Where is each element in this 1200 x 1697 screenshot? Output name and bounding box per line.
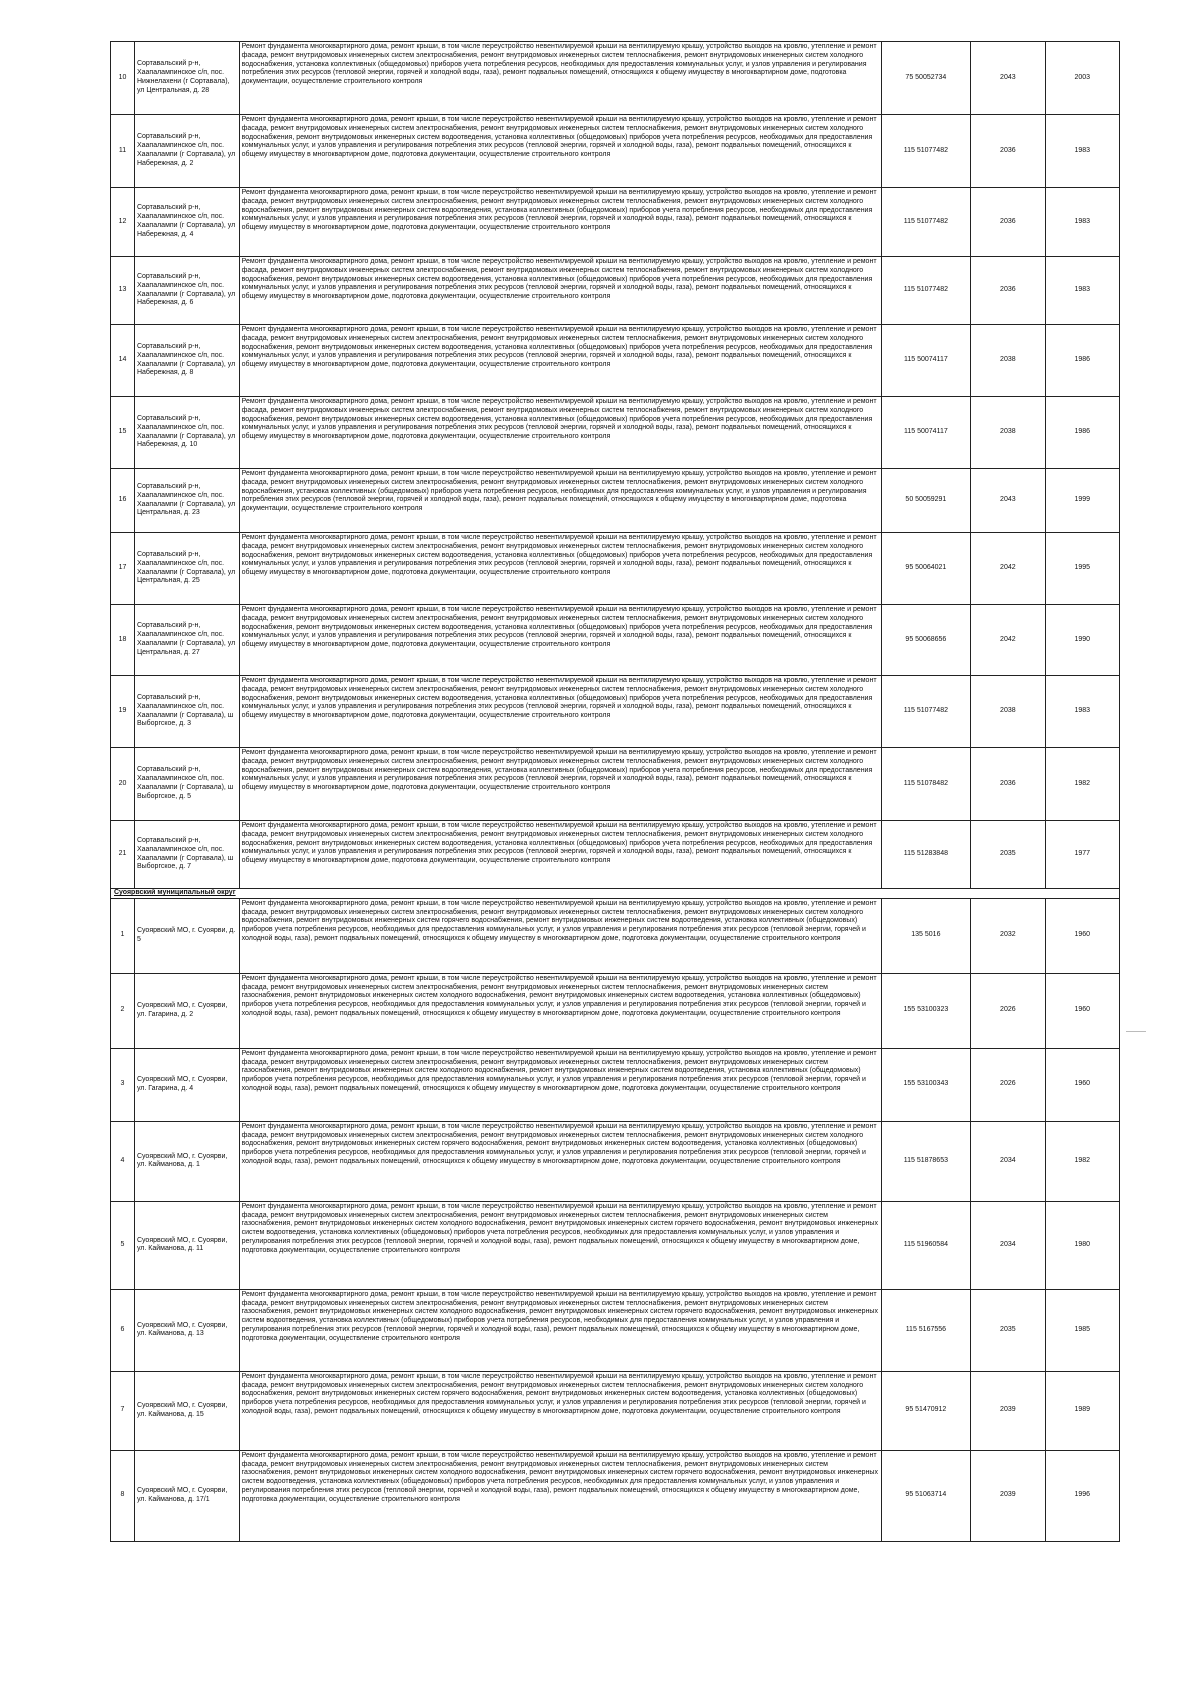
table-row — [111, 188, 1120, 257]
row-built-year: 1999 — [1045, 469, 1119, 533]
row-works: Ремонт фундамента многоквартирного дома, ремонт крыши, в том числе переустройство невентилируемой крыши на вентилируемую крышу, устройство выходов на кровлю, утепление и ремонт фасада, ремонт внутридомовых инженерных систем электроснабжения, ремонт внутридомовых инженерных систем теплоснабжения, ремонт внутридомовых инженерных систем холодного водоснабжения, ремонт внутридомовых инженерных систем водоотведения, установка коллективных (общедомовых) приборов учета потребления ресурсов, необходимых для предоставления коммунальных услуг, и узлов управления и регулирования потребления этих ресурсов (тепловой энергии, горячей и холодной воды, газа), ремонт подвальных помещений, относящихся к общему имуществу в многоквартирном доме, подготовка документации, осуществление строительного контроля — [239, 397, 881, 469]
table-row — [111, 469, 1120, 533]
row-number: 4 — [111, 1121, 135, 1201]
row-number: 13 — [111, 257, 135, 325]
row-number: 20 — [111, 748, 135, 821]
row-number: 19 — [111, 676, 135, 748]
row-number: 15 — [111, 397, 135, 469]
row-number: 1 — [111, 898, 135, 973]
row-works: Ремонт фундамента многоквартирного дома, ремонт крыши, в том числе переустройство невентилируемой крыши на вентилируемую крышу, устройство выходов на кровлю, утепление и ремонт фасада, ремонт внутридомовых инженерных систем электроснабжения, ремонт внутридомовых инженерных систем теплоснабжения, ремонт внутридомовых инженерных систем холодного водоснабжения, ремонт внутридомовых инженерных систем водоотведения, установка коллективных (общедомовых) приборов учета потребления ресурсов, необходимых для предоставления коммунальных услуг, и узлов управления и регулирования потребления этих ресурсов (тепловой энергии, горячей и холодной воды, газа), ремонт подвальных помещений, относящихся к общему имуществу в многоквартирном доме, подготовка документации, осуществление строительного контроля — [239, 821, 881, 889]
row-address: Суоярвский МО, г. Суоярви, ул. Кайманова, д. 15 — [134, 1371, 239, 1450]
row-works: Ремонт фундамента многоквартирного дома, ремонт крыши, в том числе переустройство невентилируемой крыши на вентилируемую крышу, устройство выходов на кровлю, утепление и ремонт фасада, ремонт внутридомовых инженерных систем электроснабжения, ремонт внутридомовых инженерных систем теплоснабжения, ремонт внутридомовых инженерных систем газоснабжения, ремонт внутридомовых инженерных систем холодного водоснабжения, ремонт внутридомовых инженерных систем водоотведения, установка коллективных (общедомовых) приборов учета потребления ресурсов, необходимых для предоставления коммунальных услуг, и узлов управления и регулирования потребления этих ресурсов (тепловой энергии, горячей и холодной воды, газа), ремонт подвальных помещений, относящихся к общему имуществу в многоквартирном доме, подготовка документации, осуществление строительного контроля — [239, 1048, 881, 1121]
row-area: 115 51077482 — [881, 188, 971, 257]
row-area: 115 50074117 — [881, 397, 971, 469]
row-works: Ремонт фундамента многоквартирного дома, ремонт крыши, в том числе переустройство невентилируемой крыши на вентилируемую крышу, устройство выходов на кровлю, утепление и ремонт фасада, ремонт внутридомовых инженерных систем электроснабжения, ремонт внутридомовых инженерных систем теплоснабжения, ремонт внутридомовых инженерных систем холодного водоснабжения, ремонт внутридомовых инженерных систем водоотведения, установка коллективных (общедомовых) приборов учета потребления ресурсов, необходимых для предоставления коммунальных услуг, и узлов управления и регулирования потребления этих ресурсов (тепловой энергии, горячей и холодной воды, газа), ремонт подвальных помещений, относящихся к общему имуществу в многоквартирном доме, подготовка документации, осуществление строительного контроля — [239, 325, 881, 397]
table-row — [111, 325, 1120, 397]
row-area: 155 53100343 — [881, 1048, 971, 1121]
row-address: Суоярвский МО, г. Суоярви, ул. Гагарина, д. 4 — [134, 1048, 239, 1121]
row-area: 95 50064021 — [881, 533, 971, 605]
row-works: Ремонт фундамента многоквартирного дома, ремонт крыши, в том числе переустройство невентилируемой крыши на вентилируемую крышу, устройство выходов на кровлю, утепление и ремонт фасада, ремонт внутридомовых инженерных систем электроснабжения, ремонт внутридомовых инженерных систем теплоснабжения, ремонт внутридомовых инженерных систем холодного водоснабжения, установка коллективных (общедомовых) приборов учета потребления ресурсов, необходимых для предоставления коммунальных услуг, и узлов управления и регулирования потребления этих ресурсов (тепловой энергии, горячей и холодной воды, газа), ремонт подвальных помещений, относящихся к общему имуществу в многоквартирном доме, подготовка документации, осуществление строительного контроля — [239, 469, 881, 533]
row-built-year: 1983 — [1045, 676, 1119, 748]
row-built-year: 1995 — [1045, 533, 1119, 605]
row-repair-year: 2035 — [971, 1289, 1045, 1371]
row-number: 5 — [111, 1201, 135, 1289]
table-row — [111, 1371, 1120, 1450]
row-address: Сортавальский р-н, Хаапалампинское с/п, пос. Хаапалампи (г Сортавала), ул Центральная, д. 23 — [134, 469, 239, 533]
row-built-year: 1980 — [1045, 1201, 1119, 1289]
row-number: 10 — [111, 42, 135, 115]
row-address: Суоярвский МО, г. Суоярви, д. 5 — [134, 898, 239, 973]
row-works: Ремонт фундамента многоквартирного дома, ремонт крыши, в том числе переустройство невентилируемой крыши на вентилируемую крышу, устройство выходов на кровлю, утепление и ремонт фасада, ремонт внутридомовых инженерных систем электроснабжения, ремонт внутридомовых инженерных систем теплоснабжения, ремонт внутридомовых инженерных систем холодного водоснабжения, ремонт внутридомовых инженерных систем горячего водоснабжения, ремонт внутридомовых инженерных систем водоотведения, установка коллективных (общедомовых) приборов учета потребления ресурсов, необходимых для предоставления коммунальных услуг, и узлов управления и регулирования потребления этих ресурсов (тепловой энергии, горячей и холодной воды, газа), ремонт подвальных помещений, относящихся к общему имуществу в многоквартирном доме, подготовка документации, осуществление строительного контроля — [239, 898, 881, 973]
row-address: Сортавальский р-н, Хаапалампинское с/п, пос. Хаапалампи (г Сортавала), ул Центральная, д. 27 — [134, 605, 239, 676]
row-address: Сортавальский р-н, Хаапалампинское с/п, пос. Хаапалампи (г Сортавала), ул Набережная, д. 2 — [134, 115, 239, 188]
row-repair-year: 2036 — [971, 748, 1045, 821]
row-address: Сортавальский р-н, Хаапалампинское с/п, пос. Хаапалампи (г Сортавала), ул Набережная, д. 6 — [134, 257, 239, 325]
table-row — [111, 821, 1120, 889]
row-area: 135 5016 — [881, 898, 971, 973]
row-repair-year: 2026 — [971, 973, 1045, 1048]
row-works: Ремонт фундамента многоквартирного дома, ремонт крыши, в том числе переустройство невентилируемой крыши на вентилируемую крышу, устройство выходов на кровлю, утепление и ремонт фасада, ремонт внутридомовых инженерных систем электроснабжения, ремонт внутридомовых инженерных систем теплоснабжения, ремонт внутридомовых инженерных систем холодного водоснабжения, ремонт внутридомовых инженерных систем горячего водоснабжения, ремонт внутридомовых инженерных систем водоотведения, установка коллективных (общедомовых) приборов учета потребления ресурсов, необходимых для предоставления коммунальных услуг, и узлов управления и регулирования потребления этих ресурсов (тепловой энергии, горячей и холодной воды, газа), ремонт подвальных помещений, относящихся к общему имуществу в многоквартирном доме, подготовка документации, осуществление строительного контроля — [239, 1371, 881, 1450]
row-built-year: 1986 — [1045, 325, 1119, 397]
row-works: Ремонт фундамента многоквартирного дома, ремонт крыши, в том числе переустройство невентилируемой крыши на вентилируемую крышу, устройство выходов на кровлю, утепление и ремонт фасада, ремонт внутридомовых инженерных систем электроснабжения, ремонт внутридомовых инженерных систем теплоснабжения, ремонт внутридомовых инженерных систем холодного водоснабжения, ремонт внутридомовых инженерных систем горячего водоснабжения, ремонт внутридомовых инженерных систем водоотведения, установка коллективных (общедомовых) приборов учета потребления ресурсов, необходимых для предоставления коммунальных услуг, и узлов управления и регулирования потребления этих ресурсов (тепловой энергии, горячей и холодной воды, газа), ремонт подвальных помещений, относящихся к общему имуществу в многоквартирном доме, подготовка документации, осуществление строительного контроля — [239, 1121, 881, 1201]
row-works: Ремонт фундамента многоквартирного дома, ремонт крыши, в том числе переустройство невентилируемой крыши на вентилируемую крышу, устройство выходов на кровлю, утепление и ремонт фасада, ремонт внутридомовых инженерных систем электроснабжения, ремонт внутридомовых инженерных систем теплоснабжения, ремонт внутридомовых инженерных систем газоснабжения, ремонт внутридомовых инженерных систем холодного водоснабжения, ремонт внутридомовых инженерных систем водоотведения, установка коллективных (общедомовых) приборов учета потребления ресурсов, необходимых для предоставления коммунальных услуг, и узлов управления и регулирования потребления этих ресурсов (тепловой энергии, горячей и холодной воды, газа), ремонт подвальных помещений, относящихся к общему имуществу в многоквартирном доме, подготовка документации, осуществление строительного контроля — [239, 973, 881, 1048]
row-repair-year: 2032 — [971, 898, 1045, 973]
row-repair-year: 2036 — [971, 115, 1045, 188]
row-address: Сортавальский р-н, Хаапалампинское с/п, пос. Хаапалампи (г Сортавала), ул Набережная, д. 4 — [134, 188, 239, 257]
suoyarvi-rows — [111, 898, 1120, 1541]
scan-mark — [1126, 1031, 1146, 1032]
row-works: Ремонт фундамента многоквартирного дома, ремонт крыши, в том числе переустройство невентилируемой крыши на вентилируемую крышу, устройство выходов на кровлю, утепление и ремонт фасада, ремонт внутридомовых инженерных систем электроснабжения, ремонт внутридомовых инженерных систем теплоснабжения, ремонт внутридомовых инженерных систем холодного водоснабжения, ремонт внутридомовых инженерных систем водоотведения, установка коллективных (общедомовых) приборов учета потребления ресурсов, необходимых для предоставления коммунальных услуг, и узлов управления и регулирования потребления этих ресурсов (тепловой энергии, горячей и холодной воды, газа), ремонт подвальных помещений, относящихся к общему имуществу в многоквартирном доме, подготовка документации, осуществление строительного контроля — [239, 257, 881, 325]
sortavala-rows — [111, 42, 1120, 889]
row-number: 18 — [111, 605, 135, 676]
row-area: 115 51077482 — [881, 676, 971, 748]
section-row — [111, 889, 1120, 899]
table-row — [111, 973, 1120, 1048]
table-row — [111, 1289, 1120, 1371]
row-built-year: 1983 — [1045, 188, 1119, 257]
table-row — [111, 257, 1120, 325]
section-title: Суоярвский муниципальный округ — [111, 889, 1120, 899]
table-row — [111, 748, 1120, 821]
table-row — [111, 1121, 1120, 1201]
row-works: Ремонт фундамента многоквартирного дома, ремонт крыши, в том числе переустройство невентилируемой крыши на вентилируемую крышу, устройство выходов на кровлю, утепление и ремонт фасада, ремонт внутридомовых инженерных систем электроснабжения, ремонт внутридомовых инженерных систем теплоснабжения, ремонт внутридомовых инженерных систем холодного водоснабжения, ремонт внутридомовых инженерных систем водоотведения, установка коллективных (общедомовых) приборов учета потребления ресурсов, необходимых для предоставления коммунальных услуг, и узлов управления и регулирования потребления этих ресурсов (тепловой энергии, горячей и холодной воды, газа), ремонт подвальных помещений, относящихся к общему имуществу в многоквартирном доме, подготовка документации, осуществление строительного контроля — [239, 605, 881, 676]
row-number: 14 — [111, 325, 135, 397]
table-row — [111, 397, 1120, 469]
row-built-year: 1983 — [1045, 257, 1119, 325]
section-header — [111, 889, 1120, 899]
row-number: 3 — [111, 1048, 135, 1121]
row-address: Суоярвский МО, г. Суоярви, ул. Кайманова, д. 17/1 — [134, 1450, 239, 1541]
row-number: 6 — [111, 1289, 135, 1371]
row-built-year: 1996 — [1045, 1450, 1119, 1541]
row-works: Ремонт фундамента многоквартирного дома, ремонт крыши, в том числе переустройство невентилируемой крыши на вентилируемую крышу, устройство выходов на кровлю, утепление и ремонт фасада, ремонт внутридомовых инженерных систем электроснабжения, ремонт внутридомовых инженерных систем теплоснабжения, ремонт внутридомовых инженерных систем холодного водоснабжения, ремонт внутридомовых инженерных систем водоотведения, установка коллективных (общедомовых) приборов учета потребления ресурсов, необходимых для предоставления коммунальных услуг, и узлов управления и регулирования потребления этих ресурсов (тепловой энергии, горячей и холодной воды, газа), ремонт подвальных помещений, относящихся к общему имуществу в многоквартирном доме, подготовка документации, осуществление строительного контроля — [239, 115, 881, 188]
row-built-year: 1982 — [1045, 1121, 1119, 1201]
row-area: 115 51878653 — [881, 1121, 971, 1201]
row-built-year: 1986 — [1045, 397, 1119, 469]
row-works: Ремонт фундамента многоквартирного дома, ремонт крыши, в том числе переустройство невентилируемой крыши на вентилируемую крышу, устройство выходов на кровлю, утепление и ремонт фасада, ремонт внутридомовых инженерных систем электроснабжения, ремонт внутридомовых инженерных систем теплоснабжения, ремонт внутридомовых инженерных систем газоснабжения, ремонт внутридомовых инженерных систем холодного водоснабжения, ремонт внутридомовых инженерных систем горячего водоснабжения, ремонт внутридомовых инженерных систем водоотведения, установка коллективных (общедомовых) приборов учета потребления ресурсов, необходимых для предоставления коммунальных услуг, и узлов управления и регулирования потребления этих ресурсов (тепловой энергии, горячей и холодной воды, газа), ремонт подвальных помещений, относящихся к общему имуществу в многоквартирном доме, подготовка документации, осуществление строительного контроля — [239, 1201, 881, 1289]
row-address: Сортавальский р-н, Хаапалампинское с/п, пос. Хаапалампи (г Сортавала), ул Набережная, д. 10 — [134, 397, 239, 469]
row-address: Суоярвский МО, г. Суоярви, ул. Гагарина, д. 2 — [134, 973, 239, 1048]
row-area: 115 50074117 — [881, 325, 971, 397]
row-repair-year: 2038 — [971, 325, 1045, 397]
table-row — [111, 533, 1120, 605]
row-address: Суоярвский МО, г. Суоярви, ул. Кайманова, д. 11 — [134, 1201, 239, 1289]
row-repair-year: 2042 — [971, 533, 1045, 605]
table-row — [111, 1201, 1120, 1289]
row-built-year: 1960 — [1045, 898, 1119, 973]
row-repair-year: 2026 — [971, 1048, 1045, 1121]
row-number: 12 — [111, 188, 135, 257]
row-works: Ремонт фундамента многоквартирного дома, ремонт крыши, в том числе переустройство невентилируемой крыши на вентилируемую крышу, устройство выходов на кровлю, утепление и ремонт фасада, ремонт внутридомовых инженерных систем электроснабжения, ремонт внутридомовых инженерных систем теплоснабжения, ремонт внутридомовых инженерных систем холодного водоснабжения, установка коллективных (общедомовых) приборов учета потребления ресурсов, необходимых для предоставления коммунальных услуг, и узлов управления и регулирования потребления этих ресурсов (тепловой энергии, горячей и холодной воды, газа), ремонт подвальных помещений, относящихся к общему имуществу в многоквартирном доме, подготовка документации, осуществление строительного контроля — [239, 42, 881, 115]
row-address: Сортавальский р-н, Хаапалампинское с/п, пос. Хаапалампи (г Сортавала), ш Выборгское, д. 3 — [134, 676, 239, 748]
row-repair-year: 2042 — [971, 605, 1045, 676]
row-repair-year: 2035 — [971, 821, 1045, 889]
row-repair-year: 2036 — [971, 188, 1045, 257]
row-area: 95 51470912 — [881, 1371, 971, 1450]
row-area: 95 51063714 — [881, 1450, 971, 1541]
table-row — [111, 676, 1120, 748]
row-repair-year: 2034 — [971, 1121, 1045, 1201]
row-built-year: 1989 — [1045, 1371, 1119, 1450]
row-address: Суоярвский МО, г. Суоярви, ул. Кайманова, д. 1 — [134, 1121, 239, 1201]
row-area: 95 50068656 — [881, 605, 971, 676]
row-works: Ремонт фундамента многоквартирного дома, ремонт крыши, в том числе переустройство невентилируемой крыши на вентилируемую крышу, устройство выходов на кровлю, утепление и ремонт фасада, ремонт внутридомовых инженерных систем электроснабжения, ремонт внутридомовых инженерных систем теплоснабжения, ремонт внутридомовых инженерных систем газоснабжения, ремонт внутридомовых инженерных систем холодного водоснабжения, ремонт внутридомовых инженерных систем горячего водоснабжения, ремонт внутридомовых инженерных систем водоотведения, установка коллективных (общедомовых) приборов учета потребления ресурсов, необходимых для предоставления коммунальных услуг, и узлов управления и регулирования потребления этих ресурсов (тепловой энергии, горячей и холодной воды, газа), ремонт подвальных помещений, относящихся к общему имуществу в многоквартирном доме, подготовка документации, осуществление строительного контроля — [239, 1450, 881, 1541]
row-built-year: 1977 — [1045, 821, 1119, 889]
row-area: 115 51078482 — [881, 748, 971, 821]
row-built-year: 1960 — [1045, 973, 1119, 1048]
row-area: 115 51283848 — [881, 821, 971, 889]
table-row — [111, 115, 1120, 188]
row-built-year: 1982 — [1045, 748, 1119, 821]
row-built-year: 1960 — [1045, 1048, 1119, 1121]
row-works: Ремонт фундамента многоквартирного дома, ремонт крыши, в том числе переустройство невентилируемой крыши на вентилируемую крышу, устройство выходов на кровлю, утепление и ремонт фасада, ремонт внутридомовых инженерных систем электроснабжения, ремонт внутридомовых инженерных систем теплоснабжения, ремонт внутридомовых инженерных систем холодного водоснабжения, ремонт внутридомовых инженерных систем водоотведения, установка коллективных (общедомовых) приборов учета потребления ресурсов, необходимых для предоставления коммунальных услуг, и узлов управления и регулирования потребления этих ресурсов (тепловой энергии, горячей и холодной воды, газа), ремонт подвальных помещений, относящихся к общему имуществу в многоквартирном доме, подготовка документации, осуществление строительного контроля — [239, 188, 881, 257]
row-works: Ремонт фундамента многоквартирного дома, ремонт крыши, в том числе переустройство невентилируемой крыши на вентилируемую крышу, устройство выходов на кровлю, утепление и ремонт фасада, ремонт внутридомовых инженерных систем электроснабжения, ремонт внутридомовых инженерных систем теплоснабжения, ремонт внутридомовых инженерных систем холодного водоснабжения, ремонт внутридомовых инженерных систем водоотведения, установка коллективных (общедомовых) приборов учета потребления ресурсов, необходимых для предоставления коммунальных услуг, и узлов управления и регулирования потребления этих ресурсов (тепловой энергии, горячей и холодной воды, газа), ремонт подвальных помещений, относящихся к общему имуществу в многоквартирном доме, подготовка документации, осуществление строительного контроля — [239, 533, 881, 605]
row-address: Сортавальский р-н, Хаапалампинское с/п, пос. Хаапалампи (г Сортавала), ул Центральная, д. 25 — [134, 533, 239, 605]
row-repair-year: 2038 — [971, 397, 1045, 469]
row-area: 75 50052734 — [881, 42, 971, 115]
row-address: Сортавальский р-н, Хаапалампинское с/п, пос. Хаапалампи (г Сортавала), ш Выборгское, д. 7 — [134, 821, 239, 889]
row-number: 16 — [111, 469, 135, 533]
repair-schedule-table — [110, 41, 1120, 1542]
row-works: Ремонт фундамента многоквартирного дома, ремонт крыши, в том числе переустройство невентилируемой крыши на вентилируемую крышу, устройство выходов на кровлю, утепление и ремонт фасада, ремонт внутридомовых инженерных систем электроснабжения, ремонт внутридомовых инженерных систем теплоснабжения, ремонт внутридомовых инженерных систем газоснабжения, ремонт внутридомовых инженерных систем холодного водоснабжения, ремонт внутридомовых инженерных систем горячего водоснабжения, ремонт внутридомовых инженерных систем водоотведения, установка коллективных (общедомовых) приборов учета потребления ресурсов, необходимых для предоставления коммунальных услуг, и узлов управления и регулирования потребления этих ресурсов (тепловой энергии, горячей и холодной воды, газа), ремонт подвальных помещений, относящихся к общему имуществу в многоквартирном доме, подготовка документации, осуществление строительного контроля — [239, 1289, 881, 1371]
row-repair-year: 2043 — [971, 469, 1045, 533]
row-number: 21 — [111, 821, 135, 889]
table-row — [111, 1450, 1120, 1541]
row-works: Ремонт фундамента многоквартирного дома, ремонт крыши, в том числе переустройство невентилируемой крыши на вентилируемую крышу, устройство выходов на кровлю, утепление и ремонт фасада, ремонт внутридомовых инженерных систем электроснабжения, ремонт внутридомовых инженерных систем теплоснабжения, ремонт внутридомовых инженерных систем холодного водоснабжения, ремонт внутридомовых инженерных систем водоотведения, установка коллективных (общедомовых) приборов учета потребления ресурсов, необходимых для предоставления коммунальных услуг, и узлов управления и регулирования потребления этих ресурсов (тепловой энергии, горячей и холодной воды, газа), ремонт подвальных помещений, относящихся к общему имуществу в многоквартирном доме, подготовка документации, осуществление строительного контроля — [239, 676, 881, 748]
row-built-year: 1983 — [1045, 115, 1119, 188]
row-area: 115 51077482 — [881, 115, 971, 188]
row-address: Сортавальский р-н, Хаапалампинское с/п, пос. Хаапалампи (г Сортавала), ул Набережная, д. 8 — [134, 325, 239, 397]
table-row — [111, 42, 1120, 115]
row-repair-year: 2036 — [971, 257, 1045, 325]
row-number: 2 — [111, 973, 135, 1048]
row-address: Сортавальский р-н, Хаапалампинское с/п, пос. Хаапалампи (г Сортавала), ш Выборгское, д. 5 — [134, 748, 239, 821]
row-number: 11 — [111, 115, 135, 188]
table-row — [111, 605, 1120, 676]
row-area: 115 5167556 — [881, 1289, 971, 1371]
row-area: 115 51960584 — [881, 1201, 971, 1289]
row-repair-year: 2043 — [971, 42, 1045, 115]
row-built-year: 1985 — [1045, 1289, 1119, 1371]
row-repair-year: 2039 — [971, 1371, 1045, 1450]
row-built-year: 2003 — [1045, 42, 1119, 115]
row-number: 8 — [111, 1450, 135, 1541]
row-address: Сортавальский р-н, Хаапалампинское с/п, пос. Нижнелахени (г Сортавала), ул Центральная, д. 28 — [134, 42, 239, 115]
row-works: Ремонт фундамента многоквартирного дома, ремонт крыши, в том числе переустройство невентилируемой крыши на вентилируемую крышу, устройство выходов на кровлю, утепление и ремонт фасада, ремонт внутридомовых инженерных систем электроснабжения, ремонт внутридомовых инженерных систем теплоснабжения, ремонт внутридомовых инженерных систем холодного водоснабжения, ремонт внутридомовых инженерных систем водоотведения, установка коллективных (общедомовых) приборов учета потребления ресурсов, необходимых для предоставления коммунальных услуг, и узлов управления и регулирования потребления этих ресурсов (тепловой энергии, горячей и холодной воды, газа), ремонт подвальных помещений, относящихся к общему имуществу в многоквартирном доме, подготовка документации, осуществление строительного контроля — [239, 748, 881, 821]
row-number: 17 — [111, 533, 135, 605]
row-built-year: 1990 — [1045, 605, 1119, 676]
row-number: 7 — [111, 1371, 135, 1450]
row-area: 115 51077482 — [881, 257, 971, 325]
row-repair-year: 2039 — [971, 1450, 1045, 1541]
row-address: Суоярвский МО, г. Суоярви, ул. Кайманова, д. 13 — [134, 1289, 239, 1371]
row-area: 50 50059291 — [881, 469, 971, 533]
row-repair-year: 2034 — [971, 1201, 1045, 1289]
row-area: 155 53100323 — [881, 973, 971, 1048]
table-row — [111, 898, 1120, 973]
table-row — [111, 1048, 1120, 1121]
row-repair-year: 2038 — [971, 676, 1045, 748]
